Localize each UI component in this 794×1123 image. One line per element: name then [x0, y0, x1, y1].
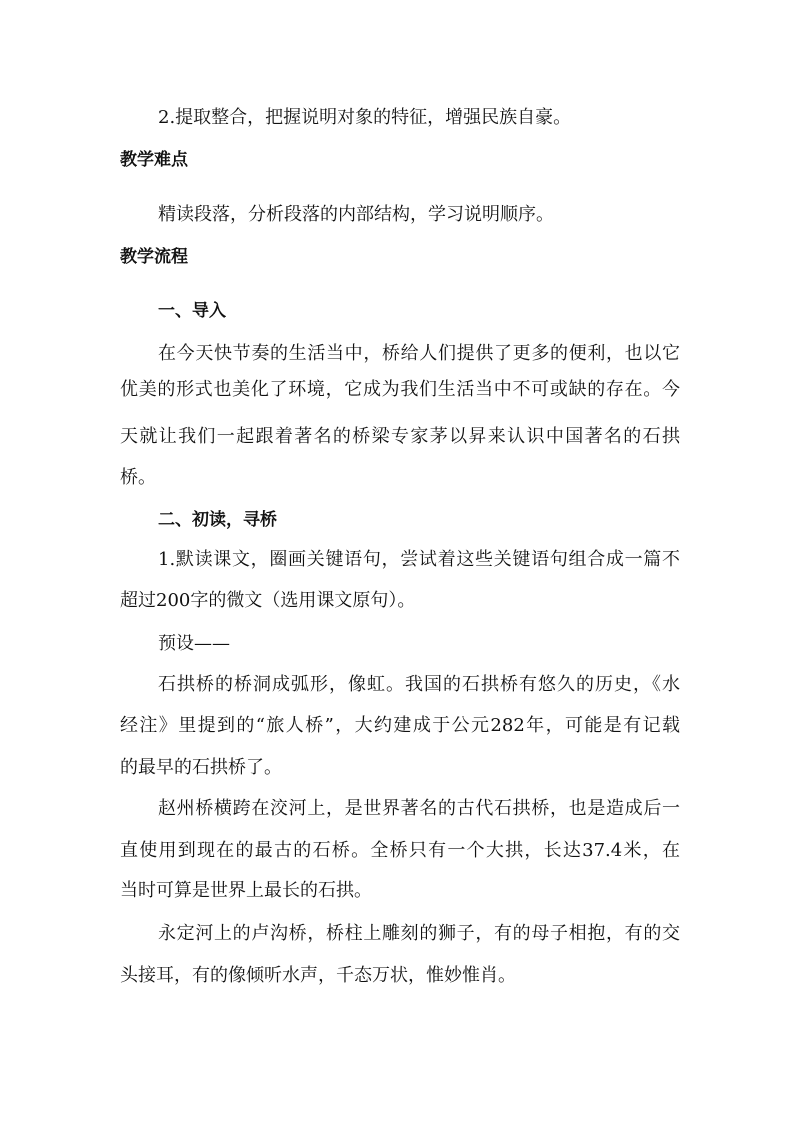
para1-line: 的最早的石拱桥了。 [120, 757, 282, 778]
objective-line: 2.提取整合，把握说明对象的特征，增强民族自豪。 [158, 107, 572, 128]
process-heading: 教学流程 [120, 247, 188, 267]
section1-line: 桥。 [120, 467, 156, 488]
section2-task-line: 超过200字的微文（选用课文原句）。 [120, 590, 416, 611]
difficulty-text: 精读段落，分析段落的内部结构，学习说明顺序。 [158, 204, 554, 225]
para3-line: 永定河上的卢沟桥，桥柱上雕刻的狮子，有的母子相抱，有的交 [158, 923, 680, 944]
para2-line: 当时可算是世界上最长的石拱。 [120, 880, 372, 901]
difficulty-heading: 教学难点 [120, 150, 188, 170]
para2-line: 直使用到现在的最古的石桥。全桥只有一个大拱，长达37.4米，在 [120, 840, 680, 861]
section2-title: 二、初读，寻桥 [158, 510, 277, 530]
section1-line: 在今天快节奏的生活当中，桥给人们提供了更多的便利，也以它 [158, 343, 680, 364]
para2-line: 赵州桥横跨在洨河上，是世界著名的古代石拱桥，也是造成后一 [158, 798, 680, 819]
para1-line: 石拱桥的桥洞成弧形，像虹。我国的石拱桥有悠久的历史，《水 [158, 674, 680, 695]
section1-line: 优美的形式也美化了环境，它成为我们生活当中不可或缺的存在。今 [120, 379, 680, 400]
section2-task-line: 1.默读课文，圈画关键语句，尝试着这些关键语句组合成一篇不 [158, 549, 680, 570]
para3-line: 头接耳，有的像倾听水声，千态万状，惟妙惟肖。 [120, 965, 516, 986]
preset-label: 预设—— [158, 633, 230, 654]
para1-line: 经注》里提到的“旅人桥”，大约建成于公元282年，可能是有记载 [120, 715, 680, 736]
section1-line: 天就让我们一起跟着著名的桥梁专家茅以昇来认识中国著名的石拱 [120, 426, 680, 447]
section1-title: 一、导入 [158, 301, 226, 321]
